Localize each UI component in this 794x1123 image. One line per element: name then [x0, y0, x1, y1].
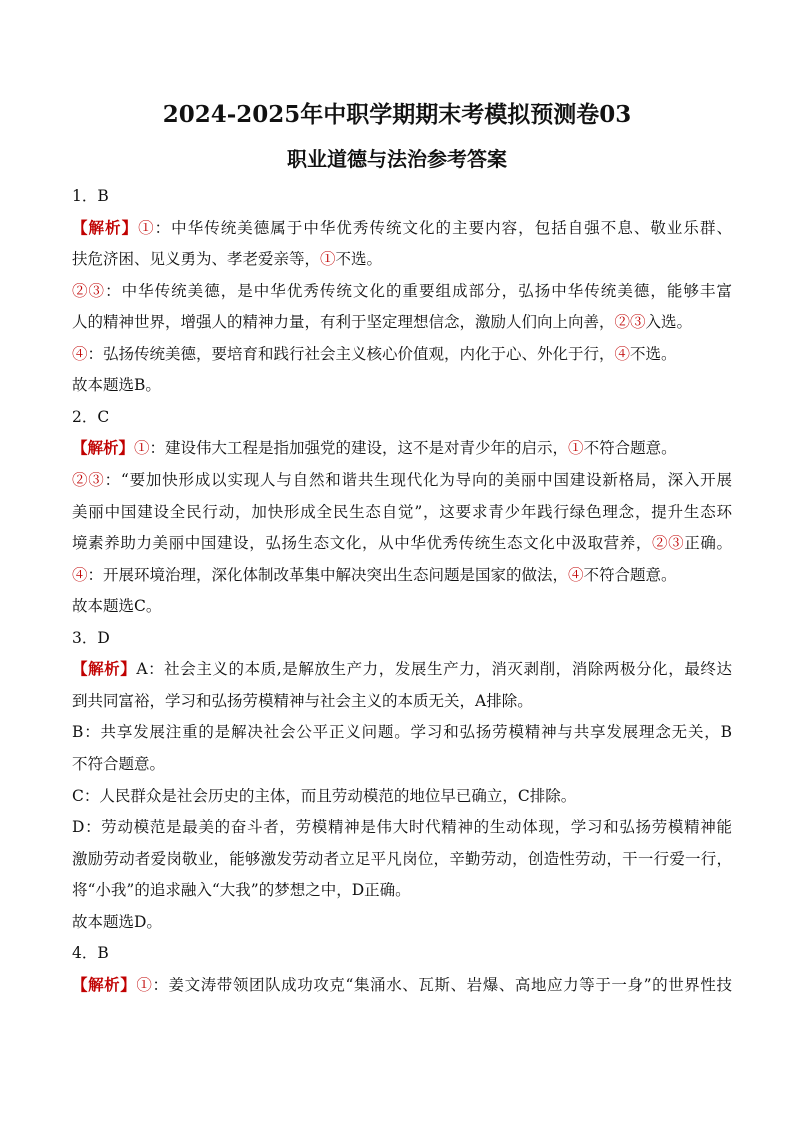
text-segment: 境素养助力美丽中国建设，弘扬生态文化，从中华优秀传统生态文化中汲取营养，: [72, 534, 653, 552]
text-segment: 不符合题意。: [72, 754, 166, 773]
text-segment: 故本题选B。: [72, 376, 161, 395]
text-segment: ：中华传统美德属于中华优秀传统文化的主要内容，包括自强不息、敬业乐群、: [154, 218, 732, 237]
text-segment: ：建设伟大工程是指加强党的建设，这不是对青少年的启示，: [149, 439, 569, 458]
text-line: [72, 879, 732, 901]
text-segment: ：中华传统美德，是中华优秀传统文化的重要组成部分，弘扬中华传统美德，能够丰富: [105, 281, 732, 300]
text-line: [72, 690, 732, 712]
text-segment: 人的精神世界，增强人的精神力量，有利于坚定理想信念，激励人们向上向善，: [72, 313, 615, 332]
analysis-tag: 【解析】: [72, 438, 135, 458]
text-segment: 扶危济困、见义勇为、孝老爱亲等，: [72, 250, 321, 269]
text-line: [72, 627, 732, 649]
text-segment: ：弘扬传统美德，要培育和践行社会主义核心价值观，内化于心、外化于行，: [87, 344, 615, 363]
text-line: [72, 185, 732, 207]
text-segment: 不选。: [335, 250, 383, 269]
text-line: [72, 248, 732, 270]
text-line: [72, 974, 732, 996]
text-segment: 美丽中国建设全民行动，加快形成全民生态自觉”，这要求青少年践行绿色理念，提升生态环: [72, 502, 732, 521]
option-number-mark: ④: [614, 344, 631, 363]
text-segment: 不选。: [630, 344, 677, 363]
text-line: [72, 374, 732, 396]
text-line: [72, 595, 732, 617]
text-segment: ：“要加快形成以实现人与自然和谐共生现代化为导向的美丽中国建设新格局，深入开展: [104, 470, 732, 489]
option-number-mark: ①: [138, 218, 155, 237]
text-line: [72, 469, 732, 491]
page-title: 2024-2025年中职学期期末考模拟预测卷03: [162, 101, 632, 128]
text-segment: 故本题选D。: [72, 912, 162, 931]
option-number-mark: ②③: [614, 313, 646, 332]
text-line: [72, 343, 732, 365]
text-segment: 4．B: [72, 944, 109, 963]
option-number-mark: ④: [72, 565, 88, 584]
option-number-mark: ②③: [72, 281, 106, 300]
text-segment: A：社会主义的本质,是解放生产力，发展生产力，消灭剥削，消除两极分化，最终达: [136, 660, 732, 679]
text-segment: 正确。: [684, 534, 732, 552]
text-line: [72, 564, 732, 586]
analysis-tag: 【解析】: [72, 217, 139, 237]
option-number-mark: ①: [320, 250, 336, 269]
option-number-mark: ④: [72, 344, 88, 363]
text-segment: ：姜文涛带领团队成功攻克“集涌水、瓦斯、岩爆、高地应力等于一身”的世界性技: [152, 975, 732, 994]
text-segment: 激励劳动者爱岗敬业，能够激发劳动者立足平凡岗位，辛勤劳动，创造性劳动，干一行爱一行，: [72, 849, 732, 868]
text-line: [72, 406, 732, 428]
text-segment: 3．D: [72, 628, 110, 647]
text-segment: B：共享发展注重的是解决社会公平正义问题。学习和弘扬劳模精神与共享发展理念无关，B: [72, 723, 732, 742]
text-line: [72, 911, 732, 933]
text-segment: 入选。: [645, 313, 693, 332]
option-number-mark: ①: [136, 975, 153, 994]
text-line: [72, 280, 732, 302]
text-segment: 故本题选C。: [72, 597, 162, 616]
option-number-mark: ①: [134, 439, 150, 458]
page-subtitle: 职业道德与法治参考答案: [287, 147, 507, 171]
text-segment: 2．C: [72, 407, 110, 426]
text-line: [72, 816, 732, 838]
text-segment: 1．B: [72, 187, 109, 205]
text-line: [72, 311, 732, 333]
text-line: [72, 942, 732, 964]
text-segment: C：人民群众是社会历史的主体，而且劳动模范的地位早已确立，C排除。: [72, 786, 577, 805]
text-line: [72, 721, 732, 743]
text-line: [72, 785, 732, 807]
text-segment: ：开展环境治理，深化体制改革集中解决突出生态问题是国家的做法，: [87, 565, 569, 584]
text-line: [72, 753, 732, 775]
option-number-mark: ①: [568, 439, 584, 458]
text-line: [72, 658, 732, 680]
option-number-mark: ②③: [72, 470, 105, 489]
text-segment: D：劳动模范是最美的奋斗者，劳模精神是伟大时代精神的生动体现，学习和弘扬劳模精神能: [72, 818, 732, 836]
option-number-mark: ④: [568, 565, 584, 584]
text-line: [72, 217, 732, 239]
analysis-tag: 【解析】: [72, 659, 137, 679]
option-number-mark: ②③: [652, 534, 685, 552]
text-line: [72, 501, 732, 523]
text-line: [72, 532, 732, 554]
text-segment: 将“小我”的追求融入“大我”的梦想之中，D正确。: [72, 881, 411, 900]
analysis-tag: 【解析】: [72, 974, 137, 994]
text-segment: 到共同富裕，学习和弘扬劳模精神与社会主义的本质无关，A排除。: [72, 691, 533, 710]
text-line: [72, 848, 732, 870]
text-segment: 不符合题意。: [583, 439, 677, 458]
text-line: [72, 437, 732, 459]
text-segment: 不符合题意。: [583, 565, 677, 584]
